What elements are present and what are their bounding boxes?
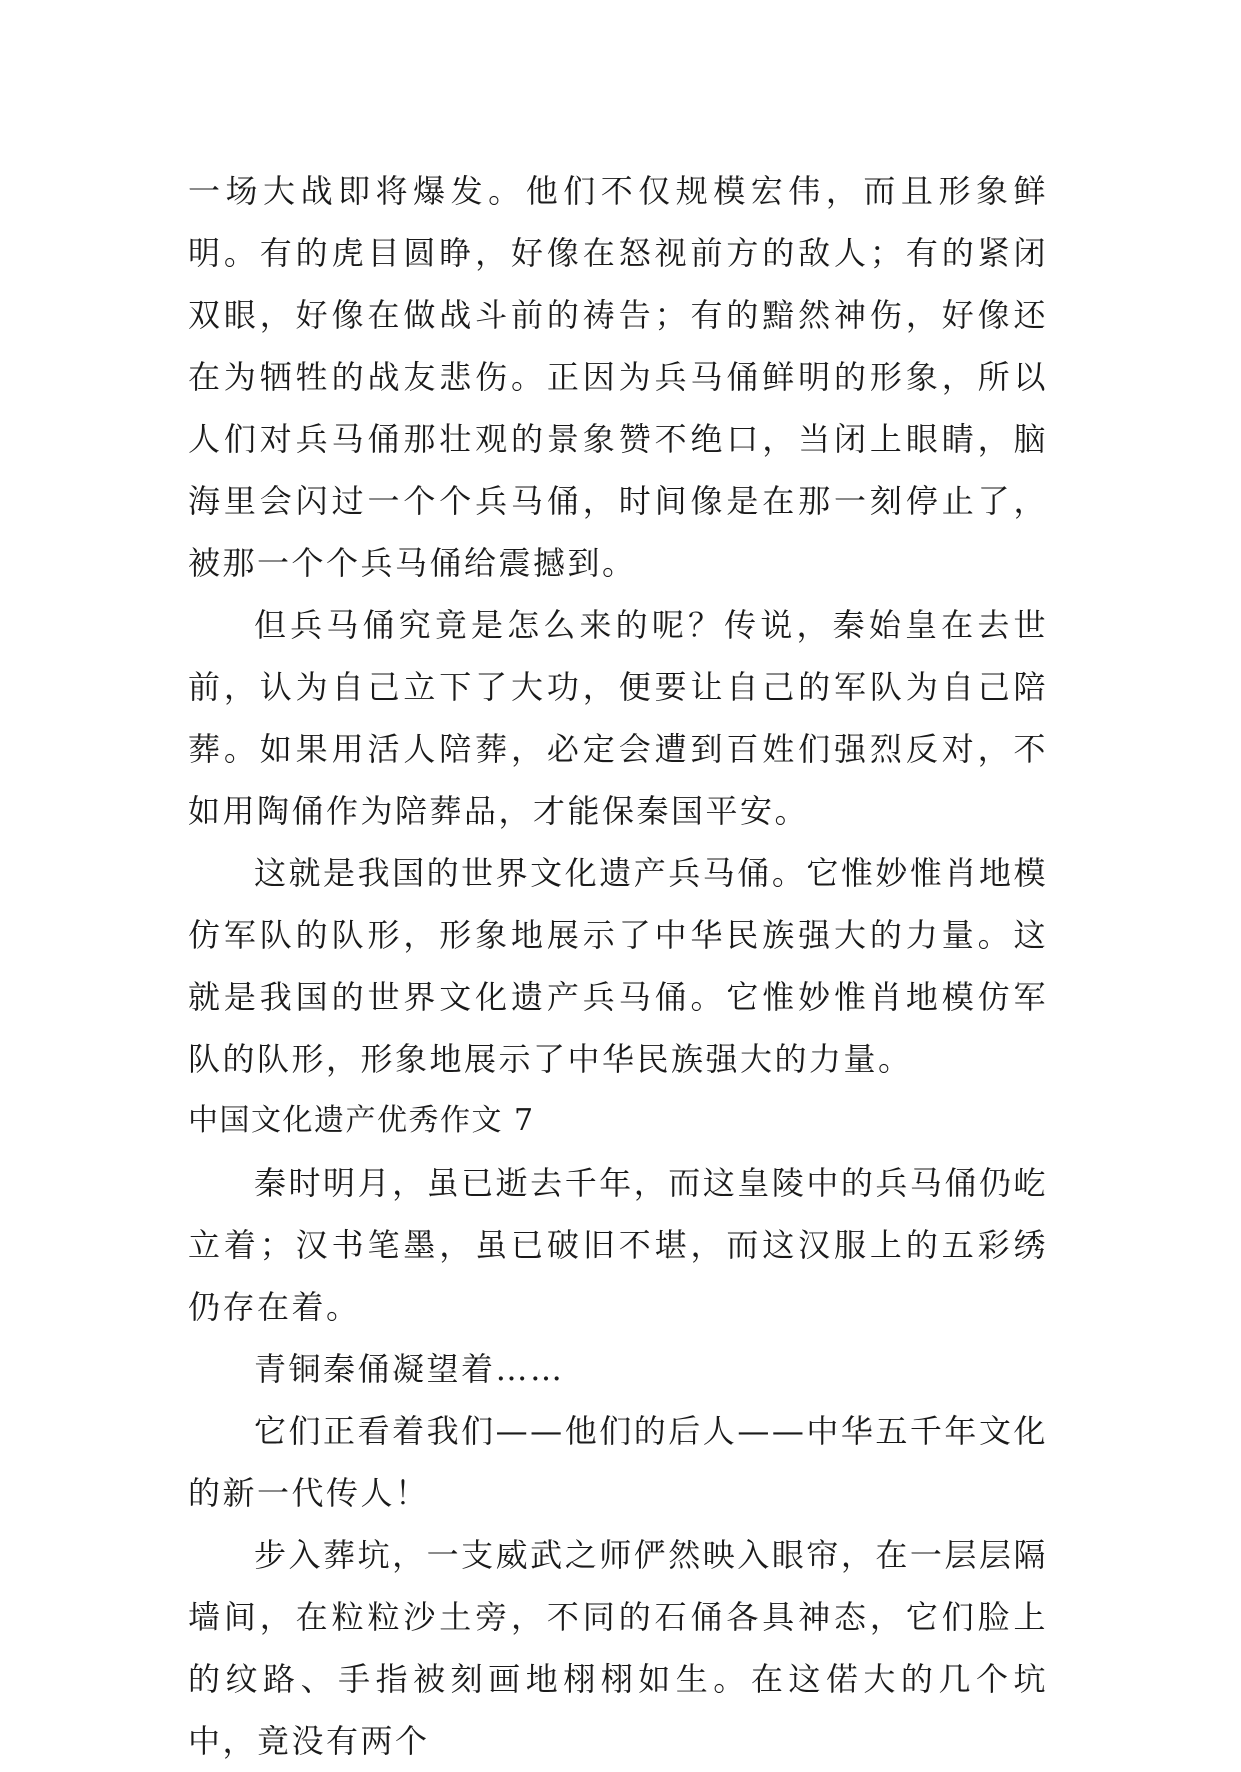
paragraph: 但兵马俑究竟是怎么来的呢？传说，秦始皇在去世前，认为自己立下了大功，便要让自己的军队为自己陪葬。如果用活人陪葬，必定会遭到百姓们强烈反对，不如用陶俑作为陪葬品，才能保秦国平安。 (188, 606, 1048, 830)
paragraph: 青铜秦俑凝望着…… (254, 1350, 565, 1388)
section-heading: 中国文化遗产优秀作文 7 (188, 1103, 535, 1138)
paragraph: 一场大战即将爆发。他们不仅规模宏伟，而且形象鲜明。有的虎目圆睁，好像在怒视前方的敌人；有的紧闭双眼，好像在做战斗前的祷告；有的黯然神伤，好像还在为牺牲的战友悲伤。正因为兵马俑鲜明的形象，所以人们对兵马俑那壮观的景象赞不绝口，当闭上眼睛，脑海里会闪过一个个兵马俑，时间像是在那一刻停止了，被那一个个兵马俑给震撼到。 (188, 172, 1048, 582)
paragraph: 步入葬坑，一支威武之师俨然映入眼帘，在一层层隔墙间，在粒粒沙土旁，不同的石俑各具神态，它们脸上的纹路、手指被刻画地栩栩如生。在这偌大的几个坑中，竟没有两个 (188, 1536, 1048, 1760)
paragraph: 它们正看着我们——他们的后人——中华五千年文化的新一代传人！ (188, 1412, 1048, 1512)
document-body (188, 160, 1048, 1772)
paragraph: 这就是我国的世界文化遗产兵马俑。它惟妙惟肖地模仿军队的队形，形象地展示了中华民族强大的力量。这就是我国的世界文化遗产兵马俑。它惟妙惟肖地模仿军队的队形，形象地展示了中华民族强大的力量。 (188, 854, 1048, 1078)
paragraph: 秦时明月，虽已逝去千年，而这皇陵中的兵马俑仍屹立着；汉书笔墨，虽已破旧不堪，而这汉服上的五彩绣仍存在着。 (188, 1164, 1048, 1326)
